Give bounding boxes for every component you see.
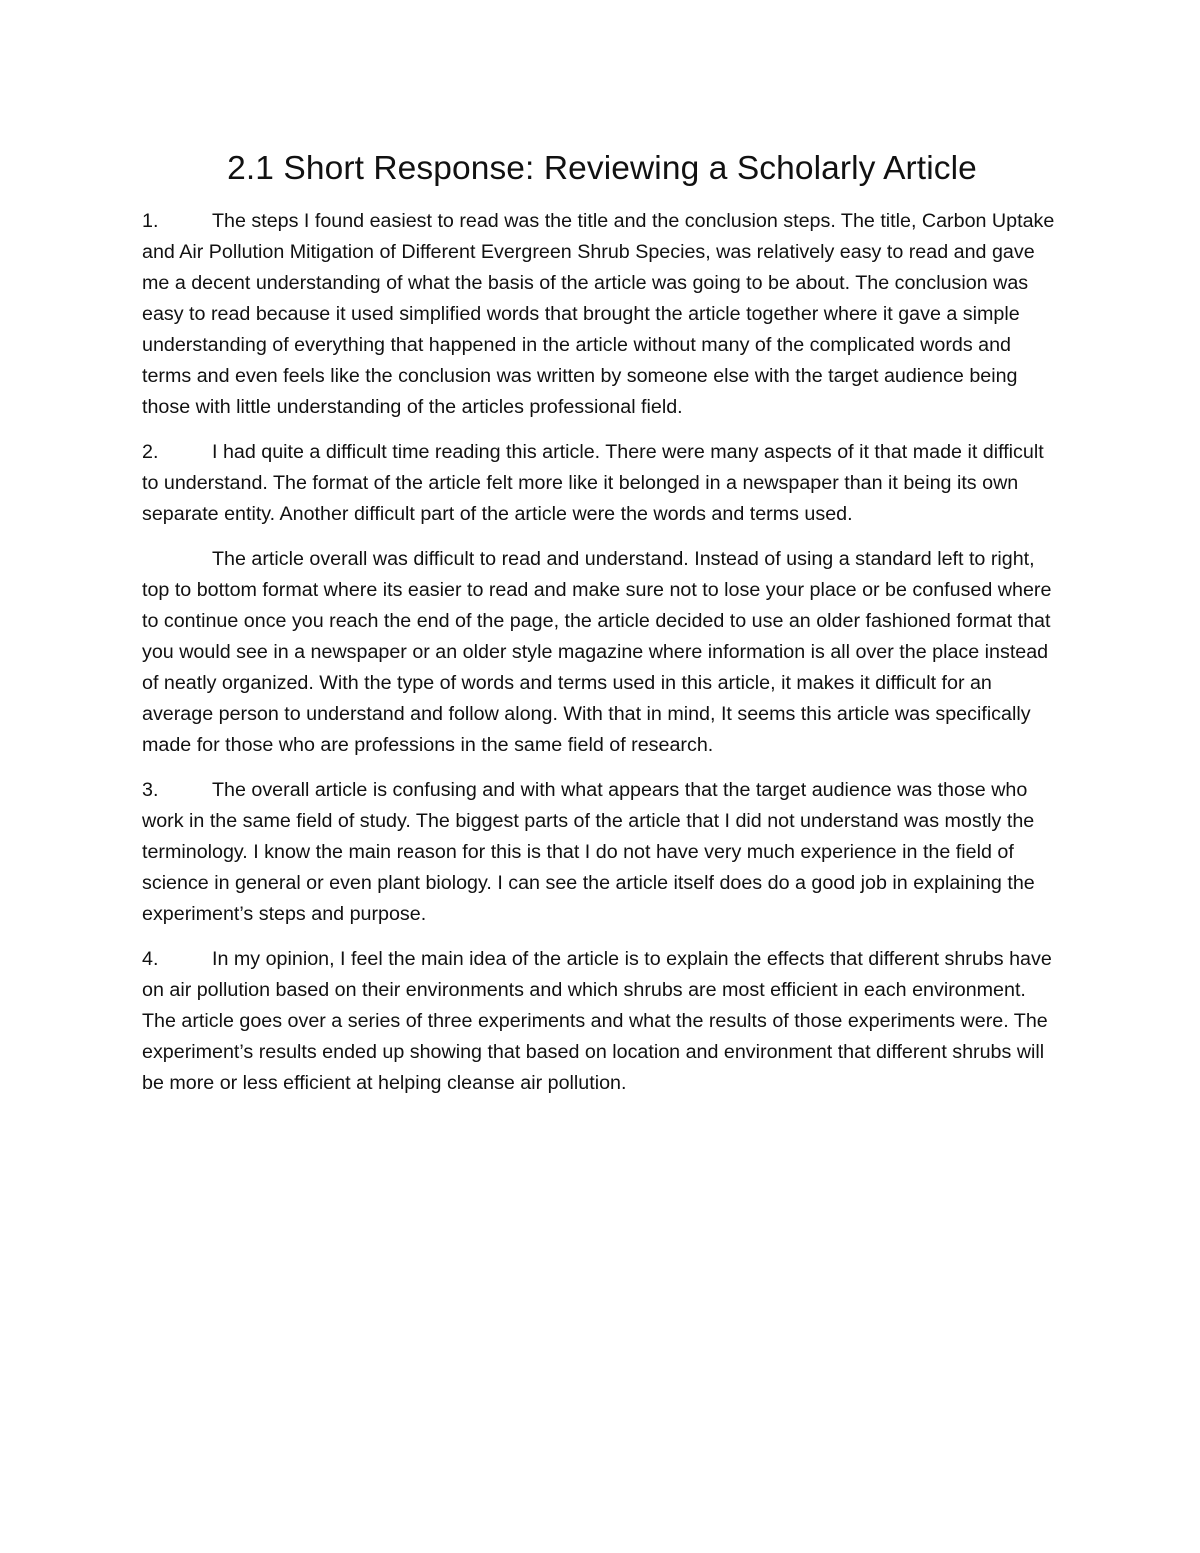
response-paragraph-2 — [142, 437, 1062, 530]
response-paragraph-4 — [142, 944, 1062, 1099]
paragraph-text: The article overall was difficult to read and understand. Instead of using a standard left to right, top to bottom format where its easier to read and make sure not to lose your place or be confused where to continue once you reach the end of the page, the article decided to use an older fashioned format that you would see in a newspaper or an older style magazine where information is all over the place instead of neatly organized. With the type of words and terms used in this article, it makes it difficult for an average person to understand and follow along. With that in mind, It seems this article was specifically made for those who are professions in the same field of research. — [142, 548, 1052, 756]
response-paragraph-1 — [142, 206, 1062, 423]
paragraph-text: The steps I found easiest to read was the title and the conclusion steps. The title, Carbon Uptake and Air Pollution Mitigation of Different Evergreen Shrub Species, was relatively easy to read and gave me a decent understanding of what the basis of the article was going to be about. The conclusion was easy to read because it used simplified words that brought the article together where it gave a simple understanding of everything that happened in the article without many of the complicated words and terms and even feels like the conclusion was written by someone else with the target audience being those with little understanding of the articles professional field. — [142, 210, 1055, 418]
paragraph-number: 4. — [142, 948, 159, 970]
document-body — [142, 146, 1062, 1113]
page-title: 2.1 Short Response: Reviewing a Scholarly Article — [227, 150, 977, 187]
response-paragraph-3 — [142, 775, 1062, 930]
paragraph-number: 3. — [142, 779, 159, 801]
paragraph-text: The overall article is confusing and with what appears that the target audience was those who work in the same field of study. The biggest parts of the article that I did not understand was mostly the terminology. I know the main reason for this is that I do not have very much experience in the field of science in general or even plant biology. I can see the article itself does do a good job in explaining the experiment’s steps and purpose. — [142, 779, 1035, 925]
paragraph-number: 2. — [142, 441, 159, 463]
response-paragraph-2-continued — [142, 544, 1062, 761]
paragraph-text: In my opinion, I feel the main idea of the article is to explain the effects that different shrubs have on air pollution based on their environments and which shrubs are most efficient in each environment. The article goes over a series of three experiments and what the results of those experiments were. The experiment’s results ended up showing that based on location and environment that different shrubs will be more or less efficient at helping cleanse air pollution. — [142, 948, 1052, 1094]
paragraph-number: 1. — [142, 210, 159, 232]
paragraph-text: I had quite a difficult time reading this article. There were many aspects of it that made it difficult to understand. The format of the article felt more like it belonged in a newspaper than it being its own separate entity. Another difficult part of the article were the words and terms used. — [142, 441, 1044, 525]
